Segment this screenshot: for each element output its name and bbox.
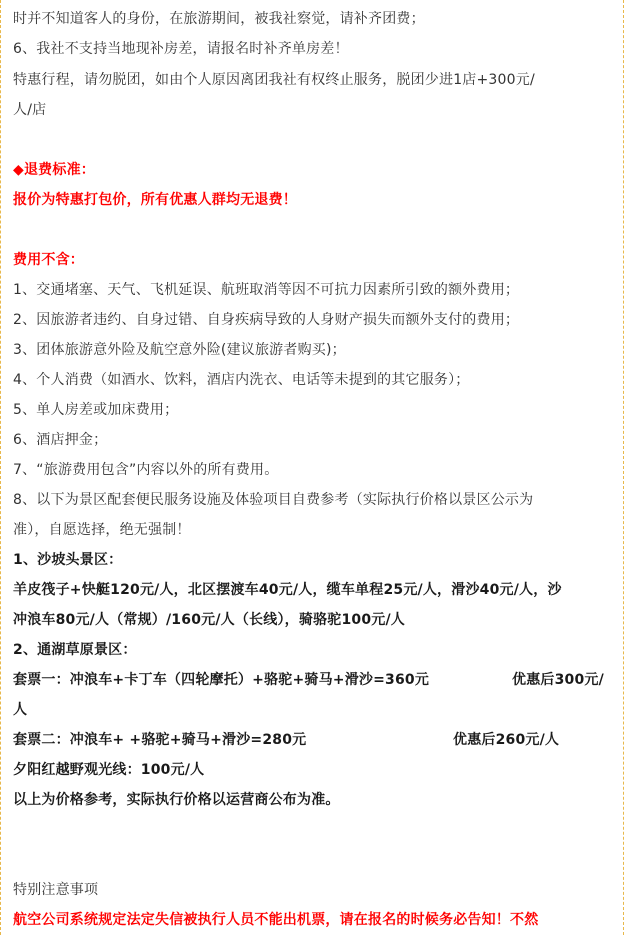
price-note: 以上为价格参考，实际执行价格以运营商公布为准。 (13, 792, 340, 808)
package-2-discount: 优惠后260元/人 (453, 732, 560, 748)
special-title: 特别注意事项 (13, 882, 99, 898)
exclusion-item: 5、单人房差或加床费用； (13, 402, 179, 418)
refund-text: 报价为特惠打包价，所有优惠人群均无退费！ (13, 192, 297, 208)
intro-line-3: 特惠行程，请勿脱团，如由个人原因离团我社有权终止服务，脱团少进1店+300元/ (13, 72, 535, 88)
shapotou-line-1: 羊皮筏子+快艇120元/人，北区摆渡车40元/人，缆车单程25元/人，滑沙40元/人，沙 (13, 582, 562, 598)
special-warning: 航空公司系统规定法定失信被执行人员不能出机票，请在报名的时候务必告知！不然 (13, 912, 539, 928)
exclusion-item: 7、“旅游费用包含”内容以外的所有费用。 (13, 462, 279, 478)
exclusion-item: 8、以下为景区配套便民服务设施及体验项目自费参考（实际执行价格以景区公示为 (13, 492, 534, 508)
shapotou-title: 1、沙坡头景区： (13, 552, 123, 568)
shapotou-line-2: 冲浪车80元/人（常规）/160元/人（长线），骑骆驼100元/人 (13, 612, 405, 628)
tonghu-title: 2、通湖草原景区： (13, 642, 137, 658)
exclusion-item: 1、交通堵塞、天气、飞机延误、航班取消等因不可抗力因素所引致的额外费用； (13, 282, 520, 298)
package-2: 套票二：冲浪车+ +骆驼+骑马+滑沙=280元 (13, 732, 307, 748)
intro-line-4: 人/店 (13, 102, 47, 118)
exclusions-title: 费用不含： (13, 252, 84, 268)
exclusion-item: 4、个人消费（如酒水、饮料，酒店内洗衣、电话等未提到的其它服务）； (13, 372, 470, 388)
exclusion-item: 3、团体旅游意外险及航空意外险(建议旅游者购买)； (13, 342, 346, 358)
package-1-discount: 优惠后300元/ (512, 672, 604, 688)
intro-line-2: 6、我社不支持当地现补房差，请报名时补齐单房差！ (13, 41, 349, 57)
refund-title: ◆退费标准： (13, 162, 95, 178)
intro-line-1: 时并不知道客人的身份，在旅游期间，被我社察觉，请补齐团费； (13, 11, 425, 27)
package-1-cont: 人 (13, 702, 28, 718)
sunset-route: 夕阳红越野观光线：100元/人 (13, 762, 205, 778)
exclusion-item: 2、因旅游者违约、自身过错、自身疾病导致的人身财产损失而额外支付的费用； (13, 312, 520, 328)
exclusion-item: 准），自愿选择，绝无强制！ (13, 522, 191, 538)
exclusion-item: 6、酒店押金； (13, 432, 108, 448)
package-1: 套票一：冲浪车+卡丁车（四轮摩托）+骆驼+骑马+滑沙=360元 (13, 672, 430, 688)
